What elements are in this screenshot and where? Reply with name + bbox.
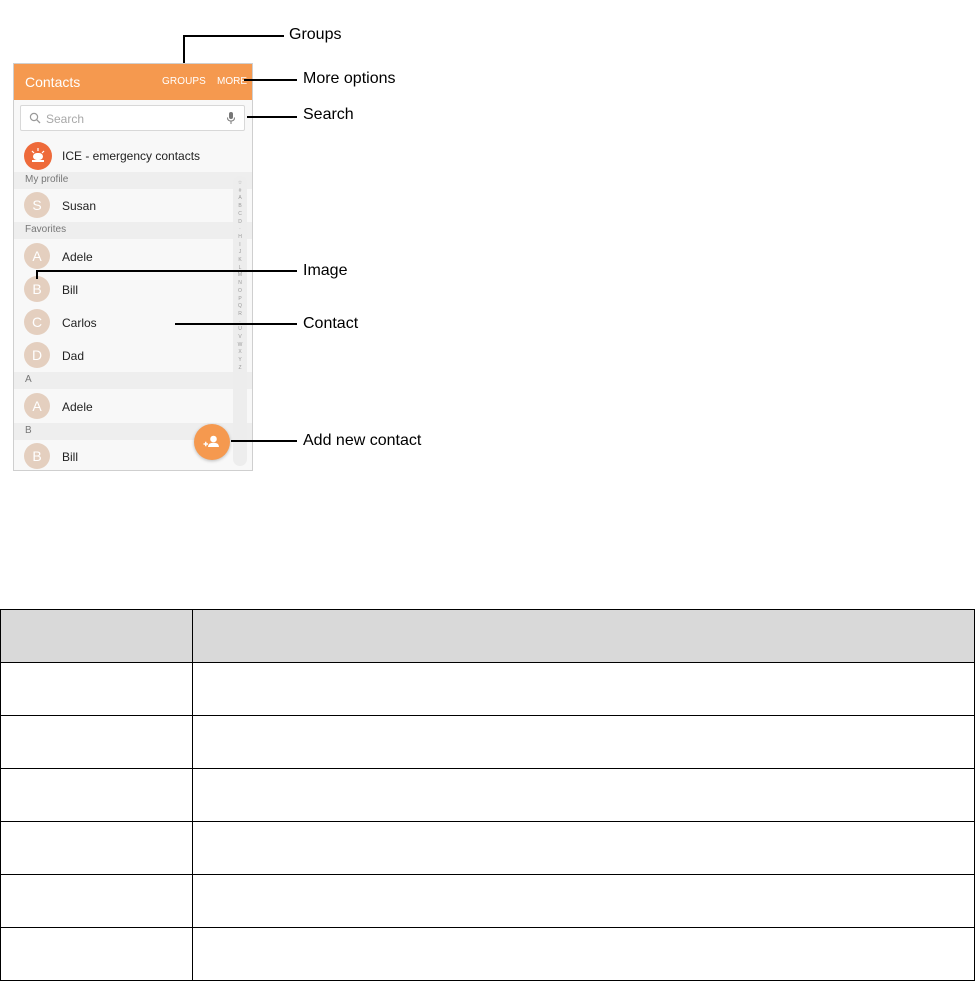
index-letter[interactable]: Z <box>238 364 242 371</box>
table-cell <box>193 875 975 928</box>
table-row <box>1 716 975 769</box>
index-letter[interactable]: V <box>238 334 242 341</box>
contact-name: Bill <box>62 450 79 464</box>
avatar: C <box>24 309 50 335</box>
index-letter[interactable]: B <box>238 203 242 210</box>
index-letter[interactable]: P <box>238 295 242 302</box>
index-letter[interactable]: M <box>237 272 243 279</box>
table-row <box>1 769 975 822</box>
index-letter[interactable]: U <box>238 326 242 333</box>
avatar: D <box>24 342 50 368</box>
table-row <box>1 822 975 875</box>
table-row <box>1 928 975 981</box>
section-my-profile: My profile <box>14 172 252 189</box>
index-letter[interactable]: C <box>238 210 242 217</box>
table-header-cell <box>1 610 193 663</box>
callout-contact: Contact <box>303 315 359 332</box>
avatar: A <box>24 393 50 419</box>
contact-name: Adele <box>62 400 93 414</box>
contact-name: Dad <box>62 349 85 363</box>
callout-image: Image <box>303 262 348 279</box>
index-letter[interactable]: X <box>238 349 242 356</box>
callout-groups: Groups <box>289 26 342 43</box>
section-favorites: Favorites <box>14 222 252 239</box>
index-letter[interactable]: R <box>238 310 242 317</box>
index-letter[interactable]: Q <box>238 303 242 310</box>
callout-add-new-contact: Add new contact <box>303 432 422 449</box>
avatar: S <box>24 192 50 218</box>
groups-button[interactable]: GROUPS <box>162 76 206 87</box>
index-letter[interactable]: ☆ <box>237 180 243 186</box>
app-title: Contacts <box>25 74 81 90</box>
table-cell <box>193 716 975 769</box>
contact-name: Bill <box>62 283 79 297</box>
index-letter[interactable]: # <box>238 187 242 194</box>
index-letter[interactable]: Y <box>238 357 242 364</box>
avatar: B <box>24 443 50 469</box>
index-letter[interactable]: · <box>239 318 241 325</box>
more-button[interactable]: MORE <box>217 76 247 87</box>
table-cell <box>193 663 975 716</box>
index-letter[interactable]: D <box>238 218 242 225</box>
section-a: A <box>14 372 252 389</box>
callout-search: Search <box>303 106 354 123</box>
index-letter[interactable]: K <box>238 257 242 264</box>
table-cell <box>1 822 193 875</box>
index-letter[interactable]: J <box>238 249 242 256</box>
avatar: B <box>24 276 50 302</box>
table-cell <box>193 928 975 981</box>
index-letter[interactable]: O <box>238 287 242 294</box>
avatar: A <box>24 243 50 269</box>
contact-name: Carlos <box>62 316 97 330</box>
index-letter[interactable]: I <box>239 241 241 248</box>
table-header-row <box>1 610 975 663</box>
search-placeholder: Search <box>46 112 85 126</box>
table-cell <box>193 822 975 875</box>
table-header-cell <box>193 610 975 663</box>
table-row <box>1 875 975 928</box>
index-letter[interactable]: A <box>238 195 242 202</box>
contact-name: Susan <box>62 199 97 213</box>
index-letter[interactable]: H <box>238 233 242 240</box>
index-letter[interactable]: N <box>238 280 242 287</box>
table-cell <box>193 769 975 822</box>
ice-label: ICE - emergency contacts <box>62 149 201 163</box>
table-cell <box>1 928 193 981</box>
table-row <box>1 663 975 716</box>
index-letter[interactable]: · <box>239 226 241 233</box>
table-cell <box>1 875 193 928</box>
table-cell <box>1 769 193 822</box>
table-cell <box>1 716 193 769</box>
index-letter[interactable]: L <box>238 264 242 271</box>
callout-more-options: More options <box>303 70 396 87</box>
table-cell <box>1 663 193 716</box>
contact-name: Adele <box>62 250 93 264</box>
description-table <box>0 609 975 981</box>
index-letter[interactable]: W <box>237 341 243 348</box>
section-b: B <box>14 423 252 440</box>
